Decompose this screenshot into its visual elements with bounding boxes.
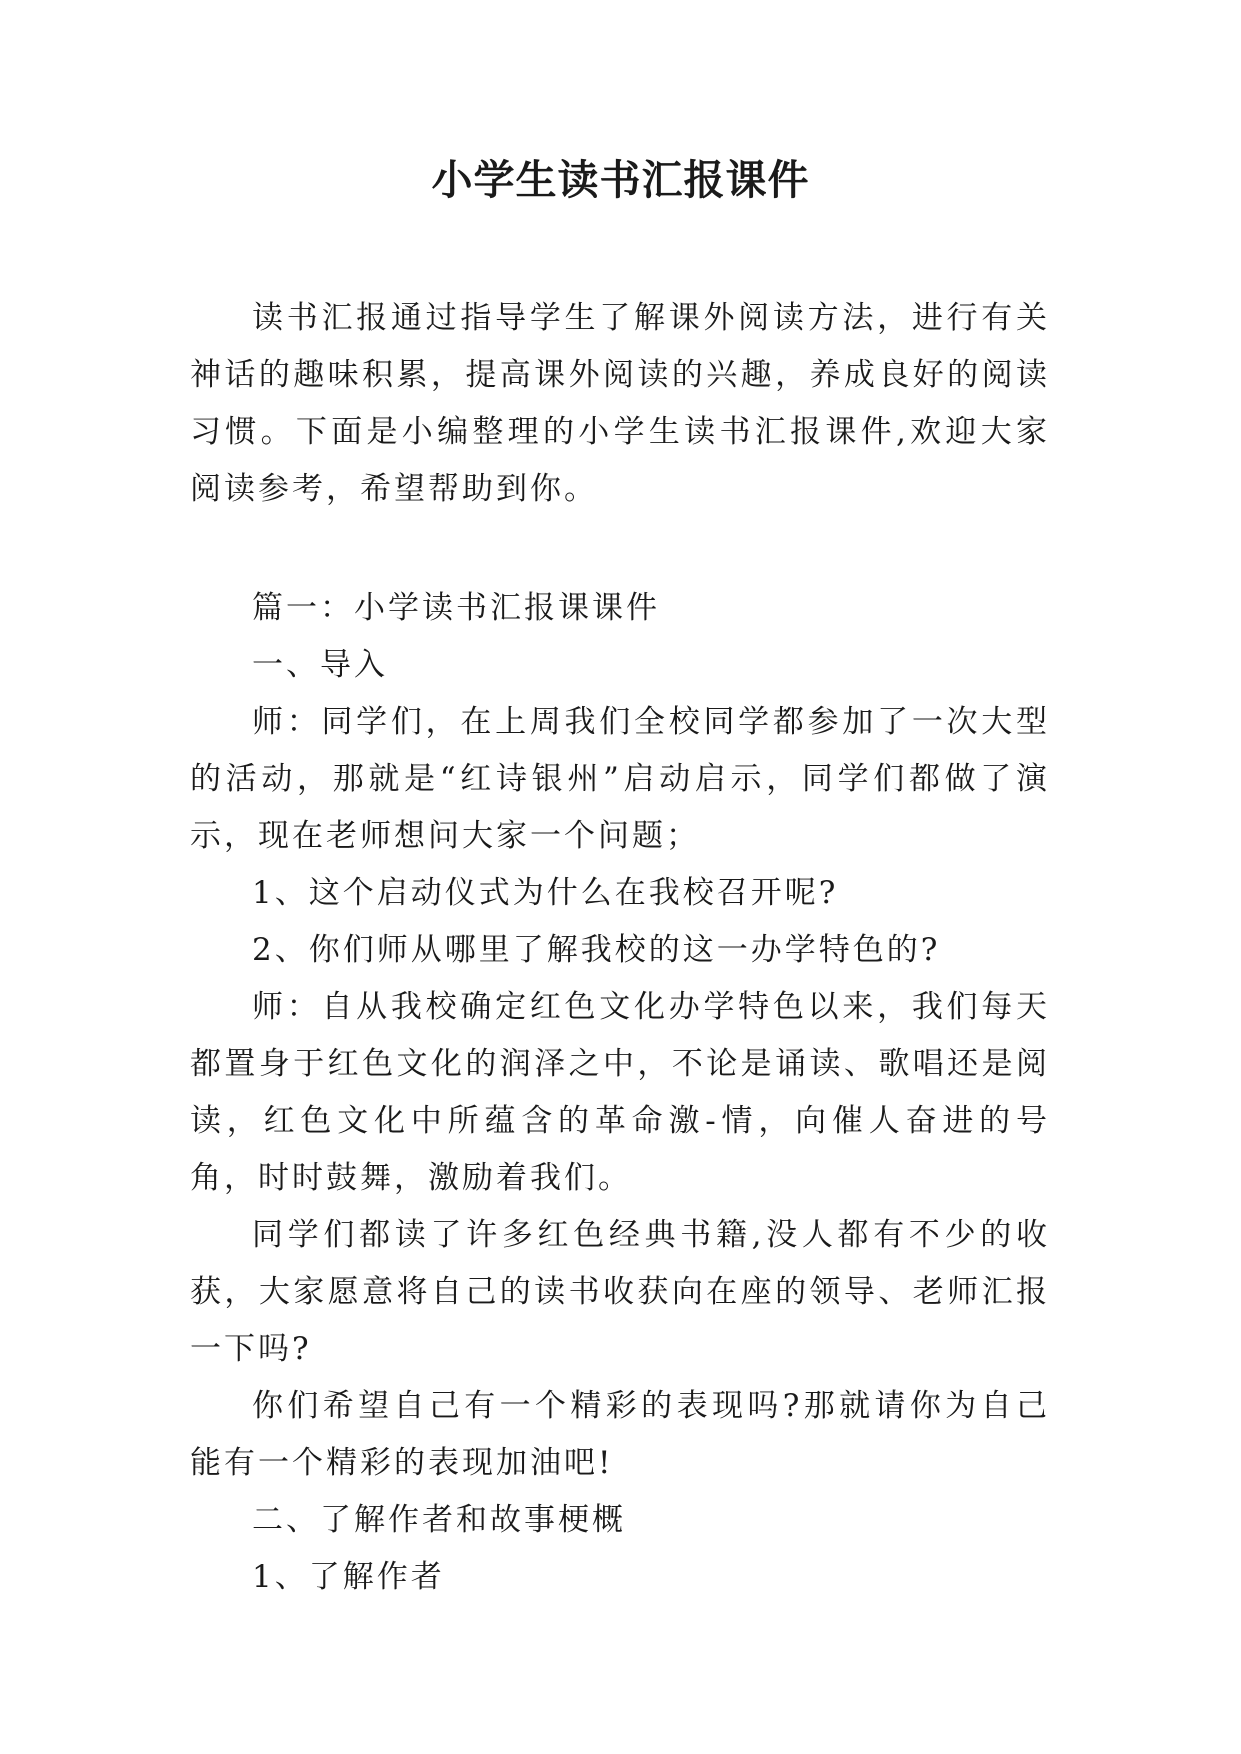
question-item: 2、你们师从哪里了解我校的这一办学特色的? bbox=[252, 932, 941, 968]
body-paragraph: 同学们都读了许多红色经典书籍,没人都有不少的收获，大家愿意将自己的读书收获向在座的领导、老师汇报一下吗? bbox=[190, 1217, 1050, 1367]
document-title: 小学生读书汇报课件 bbox=[431, 156, 810, 204]
intro-paragraph: 读书汇报通过指导学生了解课外阅读方法，进行有关神话的趣味积累，提高课外阅读的兴趣，养成良好的阅读习惯。下面是小编整理的小学生读书汇报课件,欢迎大家阅读参考，希望帮助到你。 bbox=[190, 300, 1050, 507]
section-heading: 篇一：小学读书汇报课课件 bbox=[252, 590, 660, 626]
body-paragraph: 师：同学们，在上周我们全校同学都参加了一次大型的活动，那就是“红诗银州”启动启示，同学们都做了演示，现在老师想问大家一个问题； bbox=[190, 704, 1050, 854]
body-paragraph: 你们希望自己有一个精彩的表现吗?那就请你为自己能有一个精彩的表现加油吧! bbox=[190, 1388, 1050, 1481]
body-paragraph: 师：自从我校确定红色文化办学特色以来，我们每天都置身于红色文化的润泽之中，不论是诵读、歌唱还是阅读，红色文化中所蕴含的革命激-情，向催人奋进的号角，时时鼓舞，激励着我们。 bbox=[190, 989, 1050, 1196]
content-section bbox=[190, 580, 1050, 1606]
subheading-author-story: 二、了解作者和故事梗概 bbox=[252, 1502, 626, 1538]
list-item: 1、了解作者 bbox=[252, 1559, 445, 1595]
intro-section bbox=[190, 290, 1050, 518]
subheading-introduction: 一、导入 bbox=[252, 647, 388, 683]
question-item: 1、这个启动仪式为什么在我校召开呢? bbox=[252, 875, 839, 911]
